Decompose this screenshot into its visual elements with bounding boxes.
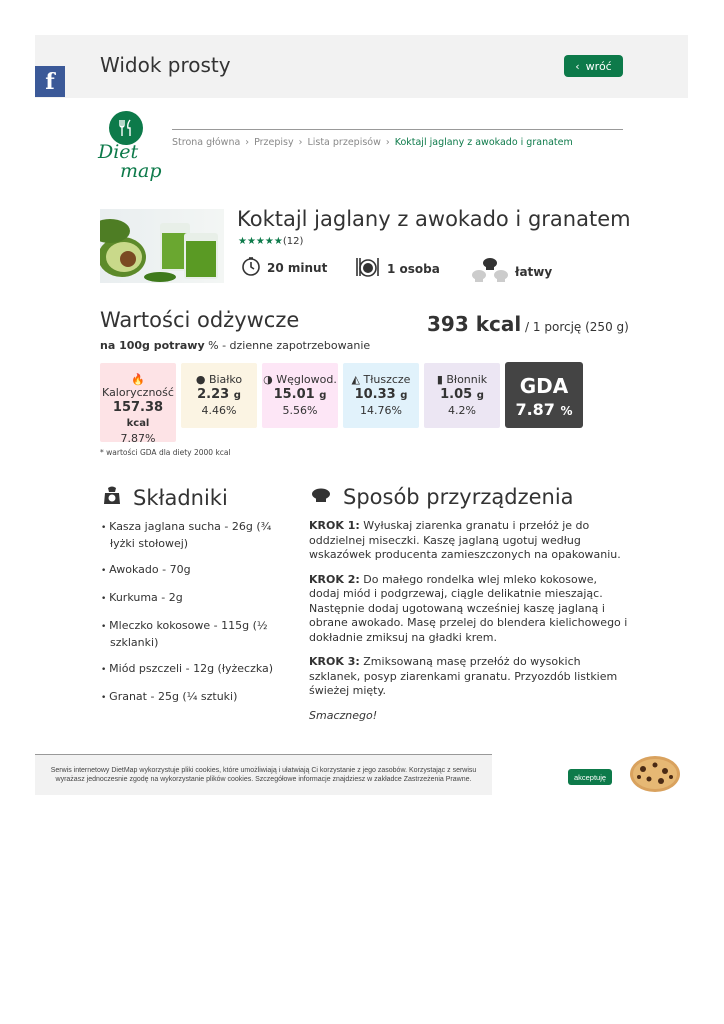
- prep-time: [241, 256, 327, 279]
- nutrient-box-fat: [343, 363, 419, 428]
- nutrient-unit: g: [319, 390, 327, 401]
- logo-text: [98, 143, 162, 181]
- list-item: • Kurkuma - 2g: [101, 590, 281, 607]
- nutrition-sub-rest: % - dzienne zapotrzebowanie: [204, 339, 371, 352]
- chevron-right-icon: ›: [385, 137, 390, 148]
- ingredients-title: Składniki: [133, 485, 228, 510]
- nutrient-value: 15.01: [273, 387, 315, 402]
- breadcrumb-divider: [172, 129, 623, 130]
- preparation-title: Sposób przyrządzenia: [343, 485, 574, 509]
- gda-label: GDA: [519, 374, 569, 398]
- breadcrumb-recipe-list[interactable]: Lista przepisów: [307, 137, 381, 148]
- nutrient-box-carbs: [262, 363, 338, 428]
- nutrient-label: Błonnik: [446, 373, 488, 386]
- fork-knife-icon: [109, 111, 143, 145]
- difficulty-value: łatwy: [515, 264, 553, 279]
- bowl-icon: ●: [195, 373, 206, 386]
- back-button[interactable]: [564, 55, 623, 77]
- cookie-icon: [629, 753, 681, 793]
- nutrient-box-calories: [100, 363, 176, 445]
- step-label: KROK 3:: [309, 655, 360, 668]
- nutrient-percent: 4.46%: [201, 404, 237, 417]
- nutrient-value: 10.33: [354, 387, 396, 402]
- nutrient-value: 1.05: [440, 387, 473, 402]
- ingredients-heading: [103, 485, 228, 510]
- dietmap-logo[interactable]: [98, 111, 162, 187]
- ending-text: Smacznego!: [309, 708, 378, 722]
- step-text: Do małego rondelka wlej mleko kokosowe, dodaj miód i podgrzewaj, ciągle delikatnie mieszając. Następnie dodaj ugotowaną wcześniej kaszę jaglaną i obrane awokado. Masę przelej do blendera kielichowego i dokładnie zmiksuj na gładki krem.: [309, 572, 628, 644]
- nutrient-label: Kaloryczność: [102, 386, 174, 399]
- step-label: KROK 1:: [309, 519, 360, 532]
- list-item: • Mleczko kokosowe - 115g (½ szklanki): [101, 618, 281, 650]
- step-1: [309, 519, 629, 563]
- nutrient-box-fiber: [424, 363, 500, 428]
- list-item: • Granat - 25g (¼ sztuki): [101, 689, 281, 706]
- nutrient-unit: g: [233, 390, 241, 401]
- servings: [355, 256, 440, 281]
- kcal-per-portion: [427, 312, 629, 336]
- nutrient-label: Węglowod.: [276, 373, 337, 386]
- nutrient-label: Białko: [208, 373, 243, 386]
- breadcrumb-home[interactable]: Strona główna: [172, 137, 241, 148]
- clock-icon: [241, 256, 261, 279]
- breadcrumb-recipes[interactable]: Przepisy: [254, 137, 294, 148]
- prep-time-value: 20 minut: [267, 260, 328, 275]
- nutrient-percent: 7.87%: [120, 432, 156, 445]
- gda-note: * wartości GDA dla diety 2000 kcal: [100, 448, 231, 457]
- chevron-left-icon: ‹: [575, 59, 580, 73]
- preparation-steps: [309, 519, 629, 733]
- kcal-suffix: / 1 porcję (250 g): [525, 320, 629, 334]
- page-header: [35, 35, 688, 98]
- accept-cookies-button[interactable]: akceptuję: [568, 769, 612, 785]
- step-2: [309, 573, 629, 646]
- logo-line-1: Diet: [98, 141, 139, 163]
- bread-icon: ◑: [263, 373, 273, 386]
- cookie-text: Serwis internetowy DietMap wykorzystuje pliki cookies, które umożliwiają i ułatwiają Ci korzystanie z jego zasobów. Korzystając z serwisu wyrażasz jednoczesnie zgodę na wykorzystanie plików cookies. Szczegółowe informacje znajdziesz w zakładce Zastrzeżenia Prawne.: [50, 767, 477, 783]
- list-item: • Kasza jaglana sucha - 26g (¾ łyżki stołowej): [101, 519, 281, 551]
- facebook-glyph: f: [45, 69, 55, 95]
- kcal-value: 393 kcal: [427, 312, 522, 336]
- nutrition-sub-bold: na 100g potrawy: [100, 339, 205, 352]
- wheat-icon: ▮: [436, 373, 443, 386]
- chef-hats-icon: [471, 256, 509, 287]
- gda-value: 7.87: [515, 400, 555, 419]
- cookie-banner: [35, 754, 492, 795]
- scale-icon: [103, 485, 121, 510]
- nutrient-value: 2.23: [197, 387, 230, 402]
- nutrient-percent: 14.76%: [360, 404, 402, 417]
- back-button-label: wróć: [585, 59, 612, 73]
- nutrient-unit: kcal: [126, 418, 150, 429]
- breadcrumb: [172, 137, 573, 148]
- step-3: [309, 655, 629, 699]
- logo-line-2: map: [120, 160, 162, 182]
- nutrient-unit: g: [476, 390, 484, 401]
- step-label: KROK 2:: [309, 572, 360, 586]
- rating-stars: ★★★★★: [238, 236, 283, 247]
- gda-box: [505, 362, 583, 428]
- difficulty: [471, 256, 552, 287]
- nutrient-percent: 5.56%: [282, 404, 318, 417]
- recipe-title: Koktajl jaglany z awokado i granatem: [237, 207, 631, 231]
- ingredients-list: [101, 519, 281, 717]
- chef-hat-icon: [311, 485, 331, 509]
- servings-value: 1 osoba: [387, 261, 440, 276]
- chevron-right-icon: ›: [298, 137, 303, 148]
- breadcrumb-current[interactable]: Koktajl jaglany z awokado i granatem: [394, 137, 573, 148]
- gda-unit: %: [560, 404, 573, 418]
- chevron-right-icon: ›: [245, 137, 250, 148]
- nutrition-subtitle: [100, 339, 370, 352]
- rating[interactable]: [238, 236, 303, 247]
- plate-cutlery-icon: [355, 256, 381, 281]
- recipe-photo: [100, 209, 224, 283]
- page-title: Widok prosty: [100, 53, 231, 77]
- rating-count: (12): [282, 236, 304, 247]
- cheese-icon: ◭: [351, 373, 361, 386]
- list-item: • Awokado - 70g: [101, 562, 281, 579]
- facebook-icon[interactable]: [35, 66, 65, 97]
- nutrient-box-protein: [181, 363, 257, 428]
- nutrient-value: 157.38: [112, 400, 164, 415]
- step-text: Wyłuskaj ziarenka granatu i przełóż je do oddzielnej miseczki. Kaszę jaglaną ugotuj według wskazówek producenta zamieszczonych na opakowaniu.: [309, 519, 621, 561]
- nutrient-label: Tłuszcze: [363, 373, 411, 386]
- flame-icon: 🔥: [131, 373, 145, 386]
- list-item: • Miód pszczeli - 12g (łyżeczka): [101, 661, 281, 678]
- preparation-heading: [311, 485, 574, 509]
- nutrient-unit: g: [400, 390, 408, 401]
- nutrient-percent: 4.2%: [448, 404, 476, 417]
- nutrition-title: Wartości odżywcze: [100, 308, 300, 332]
- step-text: Zmiksowaną masę przełóż do wysokich szklanek, posyp ziarenkami granatu. Przyozdób listkiem świeżej mięty.: [309, 655, 618, 697]
